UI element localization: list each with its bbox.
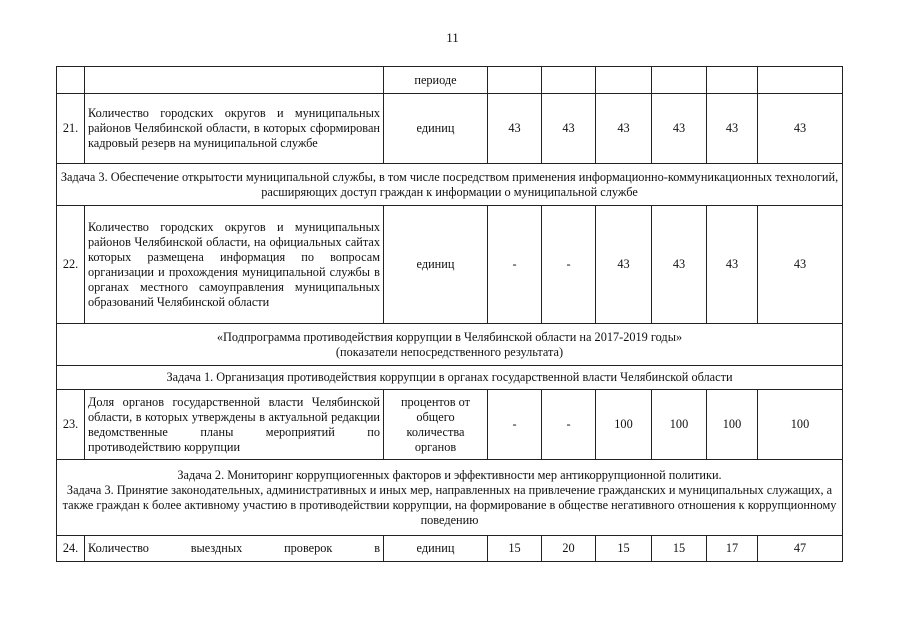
row-number: 21. [57, 94, 85, 164]
indicator-value: - [488, 390, 542, 460]
cell-value [596, 67, 652, 94]
task-heading [57, 460, 843, 536]
indicator-value: 43 [596, 94, 652, 164]
indicator-value: - [488, 206, 542, 324]
indicator-name: Доля органов государственной власти Челябинской области, в которых утверждены в актуальной редакции ведомственные планы мероприятий по противодействию коррупции [85, 390, 384, 460]
indicator-value: 47 [758, 536, 843, 562]
indicator-value: 43 [542, 94, 596, 164]
table-row [57, 94, 843, 164]
indicator-value: 43 [652, 206, 707, 324]
indicator-value: 43 [596, 206, 652, 324]
cell-value [652, 67, 707, 94]
indicator-value: 43 [707, 94, 758, 164]
page-number: 11 [446, 30, 459, 45]
indicator-value: 43 [707, 206, 758, 324]
indicator-value: 43 [488, 94, 542, 164]
indicator-value: 15 [488, 536, 542, 562]
section-row [57, 366, 843, 390]
task-heading: Задача 3. Обеспечение открытости муниципальной службы, в том числе посредством применения информационно-коммуникационных технологий, расширяющих доступ граждан к информации о муниципальной службе [57, 164, 843, 206]
indicator-value: 15 [596, 536, 652, 562]
cell-value [707, 67, 758, 94]
cell-name [85, 67, 384, 94]
indicator-value: 100 [758, 390, 843, 460]
section-row [57, 324, 843, 366]
indicator-value: 15 [652, 536, 707, 562]
section-row [57, 164, 843, 206]
indicator-value: 100 [652, 390, 707, 460]
indicator-value: 43 [758, 94, 843, 164]
row-number: 23. [57, 390, 85, 460]
indicator-name: Количество городских округов и муниципальных районов Челябинской области, в которых сформирован кадровый резерв на муниципальной службе [85, 94, 384, 164]
cell-value [488, 67, 542, 94]
subprogram-heading [57, 324, 843, 366]
indicator-value: 100 [707, 390, 758, 460]
indicator-value: 20 [542, 536, 596, 562]
table-row-continuation [57, 67, 843, 94]
indicator-value: 17 [707, 536, 758, 562]
subprogram-subtitle: (показатели непосредственного результата) [335, 344, 564, 359]
task-2-heading: Задача 2. Мониторинг коррупциогенных факторов и эффективности мер антикоррупционной политики. [177, 467, 722, 482]
row-number: 24. [57, 536, 85, 562]
task-3-heading: Задача 3. Принятие законодательных, административных и иных мер, направленных на привлечение гражданских и муниципальных служащих, а также граждан к более активному участию в противодействии коррупции, на формирование в обществе негативного отношения к коррупционному поведению [62, 482, 837, 527]
indicator-value: - [542, 390, 596, 460]
indicator-value: 43 [758, 206, 843, 324]
subprogram-title: «Подпрограмма противодействия коррупции в Челябинской области на 2017-2019 годы» [216, 329, 683, 344]
indicator-value: 43 [652, 94, 707, 164]
table-row [57, 390, 843, 460]
table-row [57, 536, 843, 562]
indicator-value: 100 [596, 390, 652, 460]
table-row [57, 206, 843, 324]
cell-num [57, 67, 85, 94]
section-row [57, 460, 843, 536]
indicator-unit: единиц [384, 536, 488, 562]
row-number: 22. [57, 206, 85, 324]
indicator-unit: единиц [384, 206, 488, 324]
indicator-unit: единиц [384, 94, 488, 164]
indicators-table [56, 66, 843, 562]
indicator-value: - [542, 206, 596, 324]
indicator-name: Количество выездных проверок в [85, 536, 384, 562]
cell-value [758, 67, 843, 94]
cell-unit: периоде [384, 67, 488, 94]
indicator-unit: процентов от общего количества органов [384, 390, 488, 460]
cell-value [542, 67, 596, 94]
indicator-name: Количество городских округов и муниципальных районов Челябинской области, на официальных сайтах которых размещена информация по вопросам организации и прохождения муниципальной службы в органах местного самоуправления муниципальных образований Челябинской области [85, 206, 384, 324]
task-heading: Задача 1. Организация противодействия коррупции в органах государственной власти Челябинской области [57, 366, 843, 390]
